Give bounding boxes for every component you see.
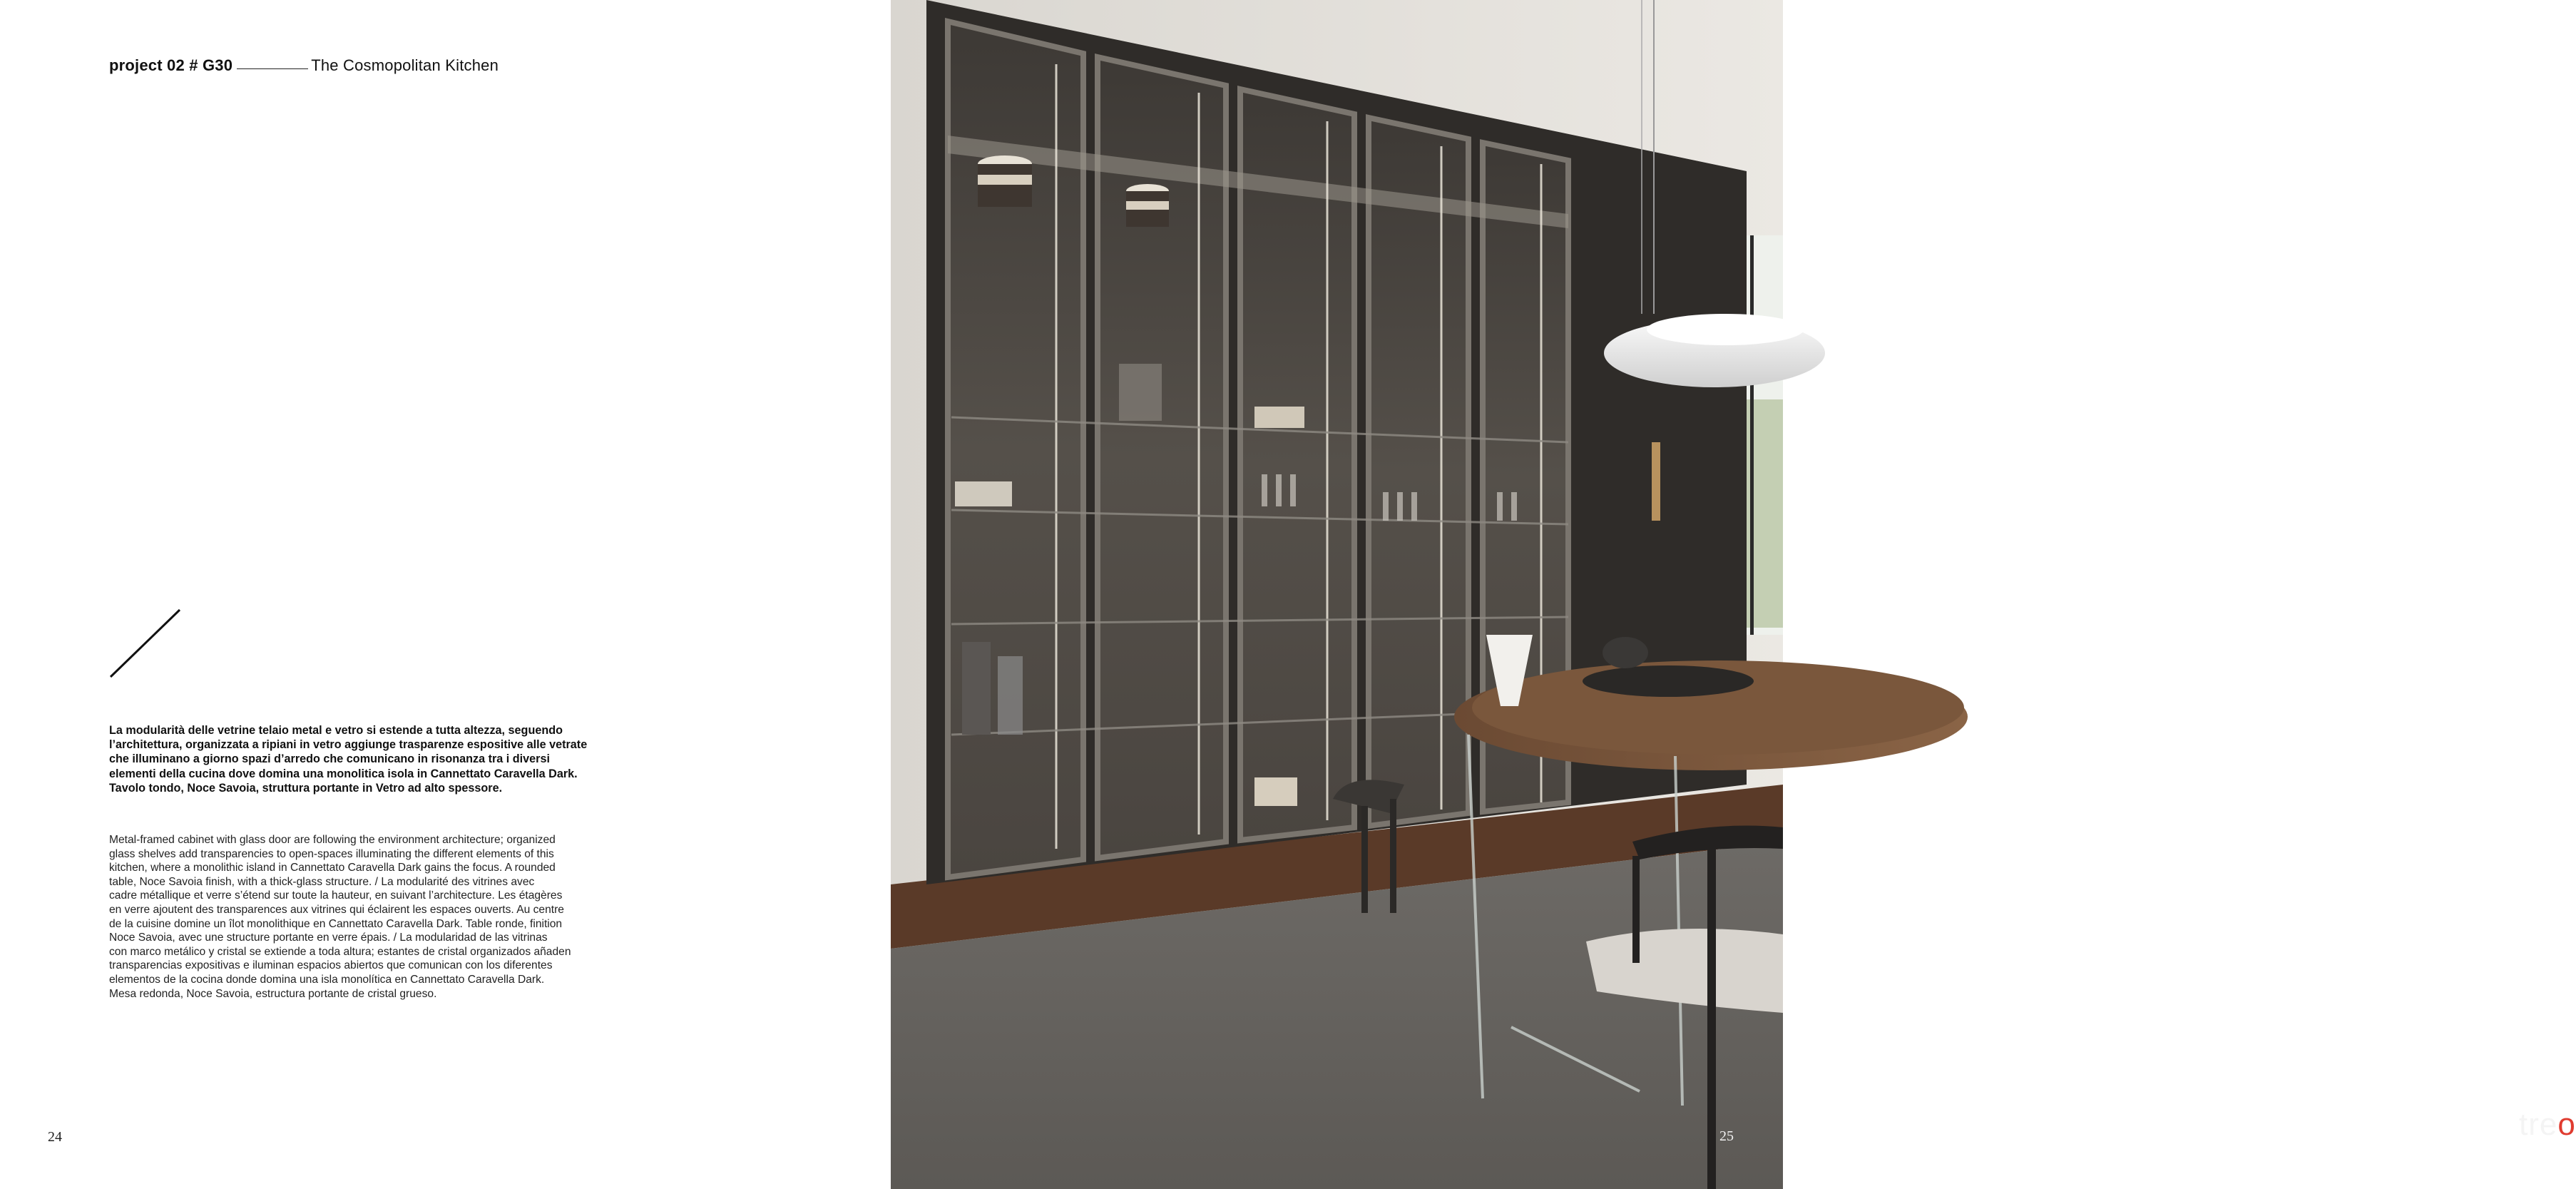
project-header [109, 56, 499, 75]
body-line: Metal-framed cabinet with glass door are following the environment architecture; organized [109, 834, 556, 846]
header-rule [237, 68, 308, 69]
body-line: con marco metálico y cristal se extiende a toda altura; estantes de cristal organizados añaden [109, 945, 571, 958]
page-number-left: 24 [48, 1129, 62, 1145]
intro-line: elementi della cucina dove domina una monolitica isola in Cannettato Caravella Dark. [109, 767, 578, 780]
intro-line: La modularità delle vetrine telaio metal e vetro si estende a tutta altezza, seguendo [109, 724, 563, 737]
kitchen-photo [891, 0, 1783, 1189]
slash-divider-icon [109, 608, 183, 679]
body-line: en verre ajoutent des transparences aux vitrines qui éclairent les espaces ouverts. Au centre [109, 903, 564, 916]
body-line: Mesa redonda, Noce Savoia, estructura portante de cristal grueso. [109, 987, 437, 1000]
brand-accent: o [2557, 1107, 2576, 1142]
brand-logo [2519, 1107, 2576, 1143]
body-line: glass shelves add transparencies to open-spaces illuminating the different elements of this [109, 847, 554, 860]
intro-italian [109, 723, 637, 795]
intro-line: l’architettura, organizzata a ripiani in vetro aggiunge trasparenze espositive alle vetrate [109, 738, 588, 752]
left-page [0, 0, 891, 1189]
body-line: elementos de la cocina donde domina una isla monolítica en Cannettato Caravella Dark. [109, 973, 545, 986]
project-title: The Cosmopolitan Kitchen [311, 56, 499, 74]
project-code: project 02 # G30 [109, 56, 233, 74]
intro-line: che illuminano a giorno spazi d’arredo che comunicano in risonanza tra i diversi [109, 752, 550, 766]
body-translations [109, 833, 637, 1001]
brand-text: tre [2519, 1107, 2558, 1142]
intro-line: Tavolo tondo, Noce Savoia, struttura portante in Vetro ad alto spessore. [109, 781, 503, 795]
page-number-right: 25 [1719, 1128, 1734, 1144]
right-page [891, 0, 2576, 1189]
body-line: de la cuisine domine un îlot monolithique en Cannettato Caravella Dark. Table ronde, finition [109, 917, 563, 930]
body-line: transparencias expositivas e iluminan espacios abiertos que comunican con los diferentes [109, 959, 553, 972]
body-line: Noce Savoia, avec une structure portante en verre épais. / La modularidad de las vitrinas [109, 932, 548, 944]
body-line: table, Noce Savoia finish, with a thick-glass structure. / La modularité des vitrines avec [109, 875, 535, 888]
body-line: kitchen, where a monolithic island in Cannettato Caravella Dark gains the focus. A rounded [109, 862, 556, 874]
body-line: cadre métallique et verre s’étend sur toute la hauteur, en suivant l’architecture. Les étagères [109, 889, 563, 902]
